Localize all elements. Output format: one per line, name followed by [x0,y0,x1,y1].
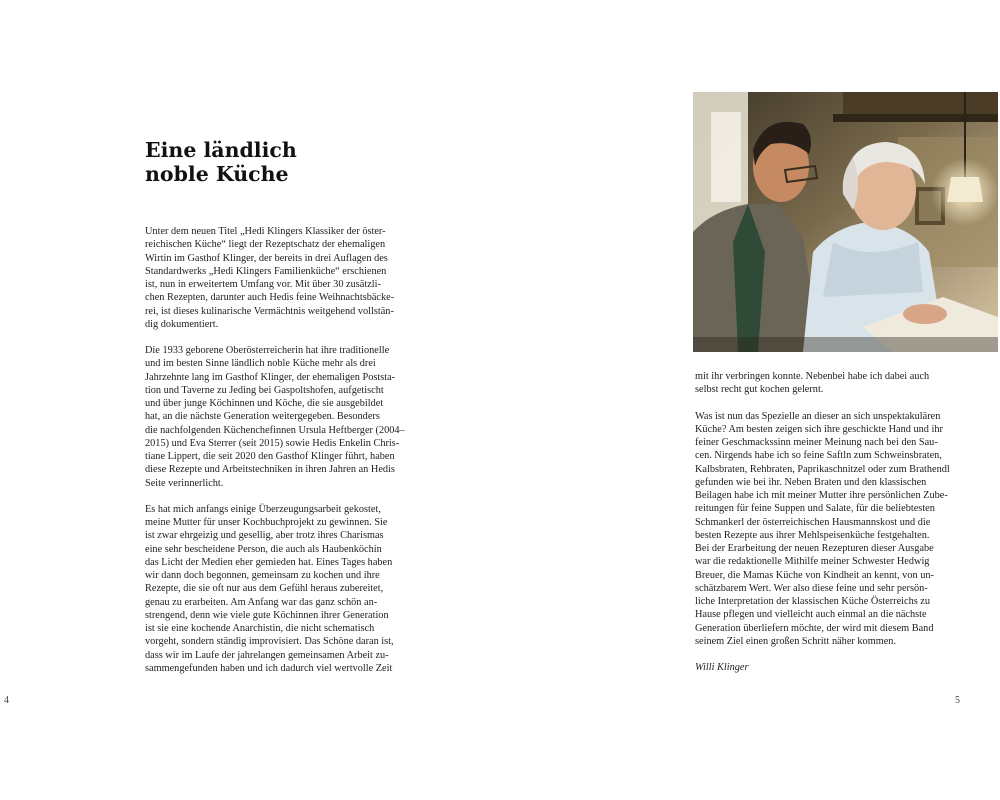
text-line: tiane Lippert, die seit 2020 den Gasthof Klinger führt, haben [145,451,395,462]
text-line: cen. Nirgends habe ich so feine Saftln zum Schweinsbraten, [695,450,942,462]
text-line: 2015) und Eva Sterrer (seit 2015) sowie Hedis Enkelin Chris- [145,437,400,449]
text-line: liche Interpretation der klassischen Küche Österreichs zu [695,596,931,607]
title-line-1: Eine ländlich [145,138,297,162]
text-line: ist sie eine kochende Anarchistin, die nicht schematisch [145,623,375,634]
chapter-title [145,138,465,186]
text-line: genau zu erarbeiten. Am Anfang war das ganz schön an- [145,596,378,608]
body-paragraph [695,410,965,649]
title-line-2: noble Küche [145,162,289,186]
text-line: selbst recht gut kochen gelernt. [695,384,824,396]
text-line: und im besten Sinne ländlich noble Küche mehr als drei [145,358,376,370]
photo-illustration [693,92,998,352]
left-text-column [145,225,417,688]
text-line: Hause pflegen und vielleicht auch einmal an die nächste [695,609,927,621]
text-line: schätzbarem Wert. Wer also diese feine und sehr persön- [695,582,928,594]
text-line: diese Rezepte und Arbeitstechniken in ihren Jahren an Hedis [145,464,395,476]
right-text-column [695,370,965,687]
text-line: Unter dem neuen Titel „Hedi Klingers Klassiker der öster- [145,226,386,237]
text-line: Jahrzehnte lang im Gasthof Klinger, der ehemaligen Poststa- [145,371,396,383]
text-line: Küche? Am besten zeigen sich ihre geschickte Hand und ihr [695,423,943,435]
text-line: dig dokumentiert. [145,318,219,330]
text-line: Breuer, die Mamas Küche von Kindheit an kennt, von un- [695,569,934,581]
text-line: die nachfolgenden Küchenchefinnen Ursula Heftberger (2004– [145,424,405,436]
text-line: Rezepte, die sie oft nur aus dem Gefühl heraus zubereitet, [145,583,384,595]
text-line: rei, ist dieses kulinarische Vermächtnis weitgehend vollstän- [145,305,394,317]
text-line: Generation überliefern möchte, der wird mit diesem Band [695,622,934,634]
text-line: Wirtin im Gasthof Klinger, der bereits in drei Auflagen des [145,252,388,264]
text-line: ist zwar ehrgeizig und gesellig, aber trotz ihres Charismas [145,530,384,542]
text-line: seinem Ziel einen großen Schritt näher kommen. [695,635,897,647]
text-line: hat, an die nächste Generation weitergegeben. Besonders [145,411,380,423]
text-line: wir dann doch begonnen, gemeinsam zu kochen und ihre [145,570,380,581]
page-number-right: 5 [955,695,960,706]
text-line: Es hat mich anfangs einige Überzeugungsarbeit gekostet, [145,503,381,515]
text-line: tion und Taverne zu Jeding bei Gaspoltshofen, aufgetischt [145,384,384,396]
text-line: reichischen Küche“ liegt der Rezeptschatz der ehemaligen [145,239,386,251]
text-line: sammengefunden haben und ich dadurch viel wertvolle Zeit [145,662,393,674]
text-line: ist, nun in erweitertem Umfang vor. Mit über 30 zusätzli- [145,279,381,290]
text-line: feiner Geschmackssinn meiner Meinung nach bei den Sau- [695,437,938,448]
text-line: Beilagen habe ich mit meiner Mutter ihre persönlichen Zube- [695,490,948,501]
text-line: chen Rezepten, darunter auch Hedis feine Weihnachtsbäcke- [145,292,395,304]
text-line: das Licht der Medien eher gemieden hat. Eines Tages haben [145,556,393,568]
text-line: Die 1933 geborene Oberösterreicherin hat ihre traditionelle [145,345,390,356]
text-line: Kalbsbraten, Rehbraten, Paprikaschnitzel oder zum Brathendl [695,463,950,475]
body-paragraph [145,503,417,675]
right-page [500,0,1000,800]
page-number-left: 4 [4,695,9,706]
body-paragraph [145,344,417,490]
text-line: Standardwerks „Hedi Klingers Familienküche“ erschienen [145,265,387,277]
portrait-photo [693,92,998,352]
text-line: Schmankerl der österreichischen Hausmannskost und die [695,516,931,528]
text-line: Bei der Erarbeitung der neuen Rezepturen dieser Ausgabe [695,543,934,554]
body-paragraph [695,370,965,397]
text-line: Was ist nun das Spezielle an dieser an sich unspektakulären [695,410,941,422]
text-line: Seite verinnerlicht. [145,477,224,489]
text-line: war die redaktionelle Mithilfe meiner Schwester Hedwig [695,556,930,568]
text-line: gefunden wie bei ihr. Neben Braten und den klassischen [695,476,927,488]
text-line: besten Rezepte aus ihrer Mehlspeisenküche festgehalten. [695,529,930,541]
text-line: und über junge Köchinnen und Köche, die sie ausgebildet [145,398,384,409]
body-paragraph [145,225,417,331]
text-line: strengend, denn wie viele gute Köchinnen ihrer Generation [145,609,389,621]
text-line: reitungen für feine Suppen und Salate, für die beliebtesten [695,503,935,515]
text-line: dass wir im Laufe der jahrelangen gemeinsamen Arbeit zu- [145,649,389,661]
author-signature: Willi Klinger [695,662,749,673]
text-line: eine sehr bescheidene Person, die auch als Haubenköchin [145,543,382,555]
text-line: vorgeht, sondern ständig improvisiert. Das Schöne daran ist, [145,636,394,648]
text-line: mit ihr verbringen konnte. Nebenbei habe ich dabei auch [695,371,930,382]
text-line: meine Mutter für unser Kochbuchprojekt zu gewinnen. Sie [145,517,388,528]
